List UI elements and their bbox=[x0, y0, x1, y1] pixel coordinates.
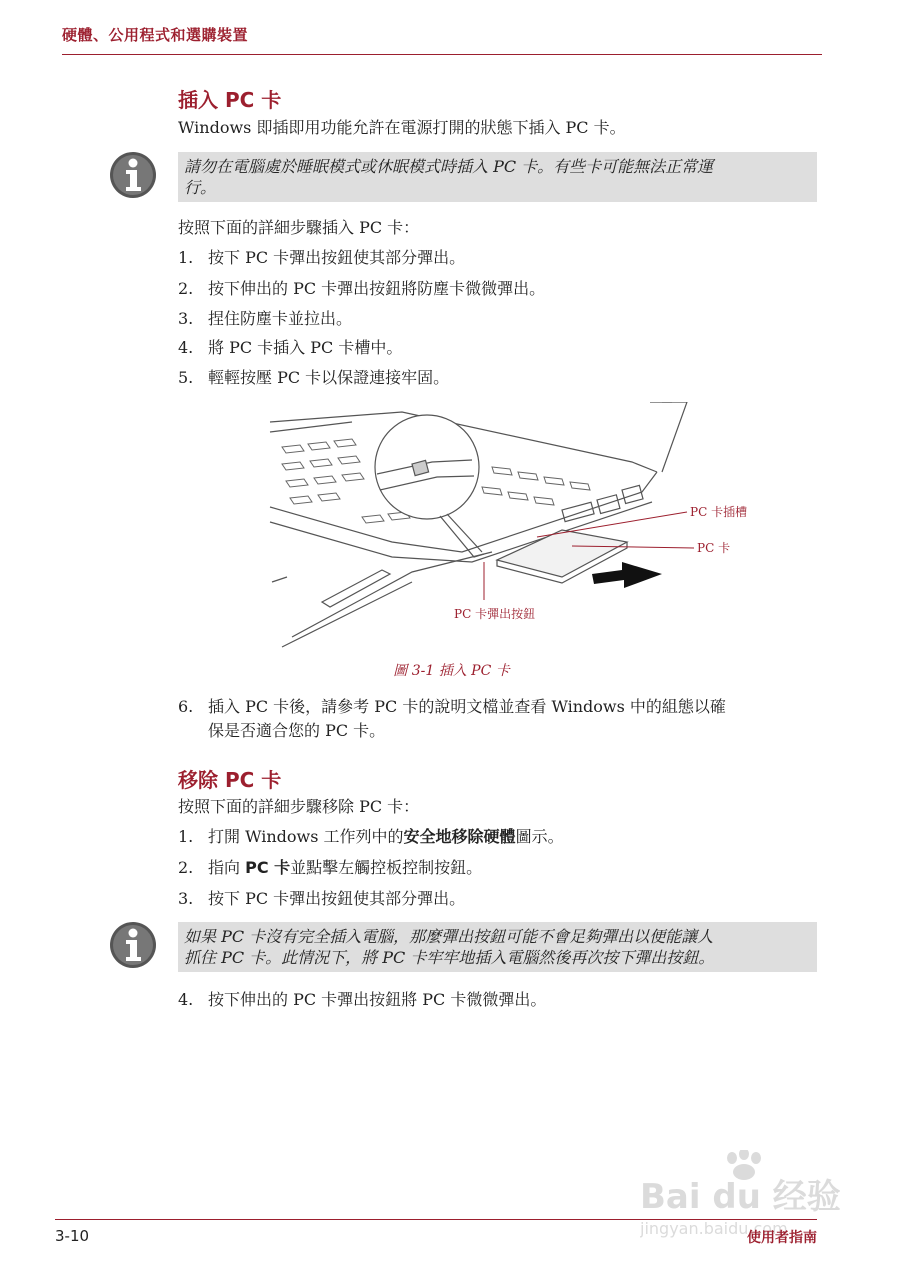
page-number: 3-10 bbox=[55, 1227, 90, 1245]
list-item bbox=[178, 277, 545, 301]
label-pc-card: PC 卡 bbox=[697, 541, 731, 555]
section-heading-remove: 移除 PC 卡 bbox=[178, 768, 282, 792]
list-item bbox=[178, 988, 546, 1012]
info-icon bbox=[108, 920, 158, 970]
page-header bbox=[62, 24, 822, 55]
step-text: 將 PC 卡插入 PC 卡槽中。 bbox=[208, 338, 403, 357]
step-number: 4. bbox=[178, 990, 194, 1009]
step-text: 指向 bbox=[208, 858, 246, 877]
list-item bbox=[178, 307, 352, 331]
note-line: 如果 PC 卡沒有完全插入電腦，那麼彈出按鈕可能不會足夠彈出以便能讓人 bbox=[184, 927, 714, 946]
step-number: 2. bbox=[178, 279, 194, 298]
info-icon bbox=[108, 150, 158, 200]
list-item bbox=[178, 366, 449, 390]
note-line: 請勿在電腦處於睡眠模式或休眠模式時插入 PC 卡。有些卡可能無法正常運 bbox=[184, 157, 714, 176]
pc-card-illustration bbox=[262, 402, 822, 652]
step-bold-text: PC 卡 bbox=[245, 858, 291, 877]
steps-intro: 按照下面的詳細步驟移除 PC 卡： bbox=[178, 797, 420, 816]
baidu-watermark bbox=[640, 1150, 850, 1240]
step-text: 插入 PC 卡後，請參考 PC 卡的說明文檔並查看 Windows 中的組態以確 bbox=[208, 697, 726, 716]
step-text: 輕輕按壓 PC 卡以保證連接牢固。 bbox=[208, 368, 450, 387]
label-pc-card-slot: PC 卡插槽 bbox=[690, 505, 748, 519]
list-item bbox=[178, 246, 465, 270]
step-number: 6. bbox=[178, 697, 194, 716]
note-box-insert bbox=[178, 152, 817, 202]
step-text: 按下伸出的 PC 卡彈出按鈕將 PC 卡微微彈出。 bbox=[208, 990, 547, 1009]
list-item bbox=[178, 856, 482, 880]
note-box-remove bbox=[178, 922, 817, 972]
list-item bbox=[178, 887, 465, 911]
step-text: 打開 Windows 工作列中的 bbox=[208, 827, 404, 846]
step-text: 圖示。 bbox=[515, 827, 564, 846]
step-text: 按下 PC 卡彈出按鈕使其部分彈出。 bbox=[208, 248, 466, 267]
step-number: 3. bbox=[178, 309, 194, 328]
watermark-url: jingyan.baidu.com bbox=[640, 1219, 788, 1238]
step-text: 按下 PC 卡彈出按鈕使其部分彈出。 bbox=[208, 889, 466, 908]
section-heading-insert: 插入 PC 卡 bbox=[178, 88, 282, 112]
step-number: 3. bbox=[178, 889, 194, 908]
step-text-continuation: 保是否適合您的 PC 卡。 bbox=[208, 721, 386, 740]
footer-title: 使用者指南 bbox=[747, 1230, 817, 1246]
list-item bbox=[178, 336, 402, 360]
intro-paragraph: Windows 即插即用功能允許在電源打開的狀態下插入 PC 卡。 bbox=[178, 118, 626, 137]
list-item bbox=[178, 695, 726, 719]
note-line: 抓住 PC 卡。此情況下，將 PC 卡牢牢地插入電腦然後再次按下彈出按鈕。 bbox=[184, 948, 715, 967]
step-number: 1. bbox=[178, 248, 194, 267]
header-title: 硬體、公用程式和選購裝置 bbox=[62, 26, 249, 44]
step-text: 並點擊左觸控板控制按鈕。 bbox=[290, 858, 483, 877]
figure-caption: 圖 3-1 插入 PC 卡 bbox=[393, 663, 510, 679]
note-line: 行。 bbox=[184, 178, 217, 197]
steps-intro: 按照下面的詳細步驟插入 PC 卡： bbox=[178, 218, 420, 237]
label-eject-button: PC 卡彈出按鈕 bbox=[454, 607, 536, 621]
step-number: 1. bbox=[178, 827, 194, 846]
list-item bbox=[178, 825, 564, 849]
step-text: 捏住防塵卡並拉出。 bbox=[208, 309, 353, 328]
footer-rule bbox=[55, 1219, 817, 1220]
step-number: 4. bbox=[178, 338, 194, 357]
step-number: 2. bbox=[178, 858, 194, 877]
step-bold-text: 安全地移除硬體 bbox=[403, 827, 516, 846]
watermark-brand: Bai du 经验 bbox=[640, 1177, 841, 1217]
step-text: 按下伸出的 PC 卡彈出按鈕將防塵卡微微彈出。 bbox=[208, 279, 546, 298]
step-number: 5. bbox=[178, 368, 194, 387]
